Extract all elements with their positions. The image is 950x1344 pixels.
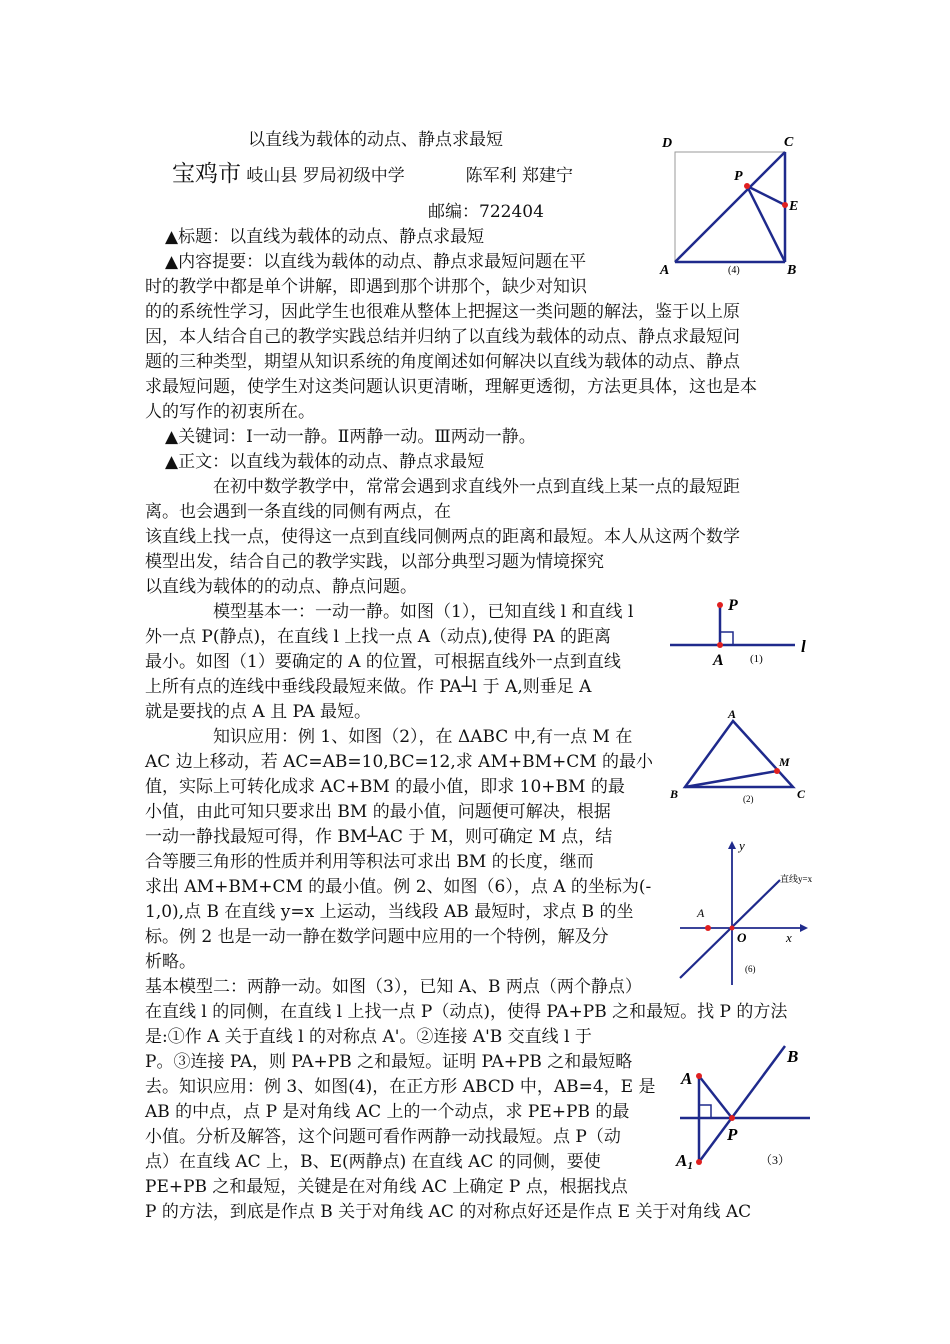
label-O: O [737, 930, 747, 945]
text-line: 在初中数学教学中，常常会遇到求直线外一点到直线上某一点的最短距 [213, 477, 740, 497]
label-A: A [713, 652, 724, 669]
text-line: ▲关键词：Ⅰ一动一静。Ⅱ两静一动。Ⅲ两动一静。 [165, 427, 536, 447]
text-line: 析略。 [145, 952, 196, 972]
figure-caption: (6) [745, 964, 756, 974]
label-C: C [797, 787, 806, 801]
text-line: 合等腰三角形的性质并利用等积法可求出 BM 的长度，继而 [145, 852, 594, 872]
label-x: x [786, 930, 792, 945]
document-title: 以直线为载体的动点、静点求最短 [248, 130, 503, 150]
label-A: A [728, 707, 737, 721]
text-line: 外一点 P(静点)，在直线 l 上找一点 A（动点),使得 PA 的距离 [145, 627, 612, 647]
text-line: 因，本人结合自己的教学实践总结并归纳了以直线为载体的动点、静点求最短问 [145, 327, 740, 347]
label-P: P [728, 597, 738, 614]
text-line: 标。例 2 也是一动一静在数学问题中应用的一个特例，解及分 [145, 927, 609, 947]
text-line: P 的方法，到底是作点 B 关于对角线 AC 的对称点好还是作点 E 关于对角线 AC [145, 1202, 752, 1222]
author-names: 陈军利 郑建宁 [465, 166, 574, 186]
text-line: 最小。如图（1）要确定的 A 的位置，可根据直线外一点到直线 [145, 652, 621, 672]
figure-2-triangle [665, 703, 815, 808]
text-line: 1,0),点 B 在直线 y=x 上运动，当线段 AB 最短时，求点 B 的坐 [145, 902, 634, 922]
text-line: 就是要找的点 A 且 PA 最短。 [145, 702, 372, 722]
label-P: P [734, 169, 743, 184]
postcode: 邮编：722404 [428, 202, 544, 222]
figure-caption: （3） [760, 1153, 791, 1167]
text-line: 知识应用：例 1、如图（2），在 ΔABC 中,有一点 M 在 [213, 727, 633, 747]
text-line: ▲标题：以直线为载体的动点、静点求最短 [165, 227, 485, 247]
text-line: 小值。分析及解答，这个问题可看作两静一动找最短。点 P（动 [145, 1127, 621, 1147]
text-line: 模型基本一：一动一静。如图（1），已知直线 l 和直线 l [213, 602, 634, 622]
text-line: ▲内容提要：以直线为载体的动点、静点求最短问题在平 [165, 252, 587, 272]
text-line: 题的三种类型，期望从知识系统的角度阐述如何解决以直线为载体的动点、静点 [145, 352, 740, 372]
figure-4-square [650, 128, 815, 280]
text-line: PE+PB 之和最短，关键是在对角线 AC 上确定 P 点，根据找点 [145, 1177, 628, 1197]
text-line: 该直线上找一点，使得这一点到直线同侧两点的距离和最短。本人从这两个数学 [145, 527, 740, 547]
label-A: A [697, 906, 705, 920]
label-A: A [681, 1069, 693, 1088]
text-line: 去。知识应用：例 3、如图(4)，在正方形 ABCD 中，AB=4，E 是 [145, 1077, 656, 1097]
text-line: 是:①作 A 关于直线 l 的对称点 A'。②连接 A'B 交直线 l 于 [145, 1027, 592, 1047]
label-P: P [727, 1125, 738, 1144]
text-line: 离。也会遇到一条直线的同侧有两点，在 [145, 502, 451, 522]
text-line: AB 的中点，点 P 是对角线 AC 上的一个动点，求 PE+PB 的最 [145, 1102, 630, 1122]
figure-caption: (2) [743, 794, 754, 804]
author-line [172, 162, 573, 188]
school-name: 岐山县 罗局初级中学 [246, 166, 405, 186]
label-B: B [787, 1047, 799, 1066]
text-line: 一动一静找最短可得，作 BM┴AC 于 M，则可确定 M 点，结 [145, 827, 613, 847]
label-A1-sub: 1 [687, 1160, 693, 1172]
text-line: 人的写作的初衷所在。 [145, 402, 315, 422]
text-line: 值，实际上可转化成求 AC+BM 的最小值，即求 10+BM 的最 [145, 777, 625, 797]
city-name: 宝鸡市 [172, 161, 241, 187]
text-line: 求出 AM+BM+CM 的最小值。例 2、如图（6），点 A 的坐标为(- [145, 877, 652, 897]
text-line: 点）在直线 AC 上，B、E(两静点) 在直线 AC 的同侧，要使 [145, 1152, 601, 1172]
text-line: ▲正文：以直线为载体的动点、静点求最短 [165, 452, 485, 472]
label-M: M [779, 755, 790, 769]
label-D: D [662, 136, 673, 151]
text-line: 小值，由此可知只要求出 BM 的最小值，问题便可解决，根据 [145, 802, 611, 822]
label-C: C [784, 135, 794, 150]
label-B: B [787, 263, 797, 278]
label-A: A [660, 263, 670, 278]
label-A1 [675, 1151, 693, 1172]
line-label: 直线y=x [780, 874, 813, 884]
text-line: 求最短问题，使学生对这类问题认识更清晰，理解更透彻，方法更具体，这也是本 [145, 377, 757, 397]
text-line: 时的教学中都是单个讲解，即遇到那个讲那个，缺少对知识 [145, 277, 587, 297]
text-line: 的的系统性学习，因此学生也很难从整体上把握这一类问题的解法，鉴于以上原 [145, 302, 740, 322]
text-line: 以直线为载体的的动点、静点问题。 [145, 577, 417, 597]
label-l: l [801, 637, 806, 656]
text-line: 在直线 l 的同侧，在直线 l 上找一点 P（动点)，使得 PA+PB 之和最短。找 P 的方法 [145, 1002, 788, 1022]
text-line: 基本模型二：两静一动。如图（3），已知 A、B 两点（两个静点） [145, 977, 642, 997]
figure-caption: (4) [728, 265, 740, 276]
figure-caption: (1) [750, 653, 763, 665]
label-E: E [789, 199, 799, 214]
figure-6-coordinate [675, 835, 825, 990]
label-A1-letter: A [676, 1151, 688, 1170]
label-y: y [739, 838, 745, 853]
text-line: 模型出发，结合自己的教学实践，以部分典型习题为情境探究 [145, 552, 604, 572]
text-line: AC 边上移动，若 AC=AB=10,BC=12,求 AM+BM+CM 的最小 [145, 752, 654, 772]
text-line: P。③连接 PA，则 PA+PB 之和最短。证明 PA+PB 之和最短略 [145, 1052, 633, 1072]
figure-1-perpendicular [665, 590, 815, 675]
text-line: 上所有点的连线中垂线段最短来做。作 PA┴l 于 A,则垂足 A [145, 677, 592, 697]
label-B: B [670, 787, 679, 801]
figure-3-reflection [672, 1040, 817, 1175]
